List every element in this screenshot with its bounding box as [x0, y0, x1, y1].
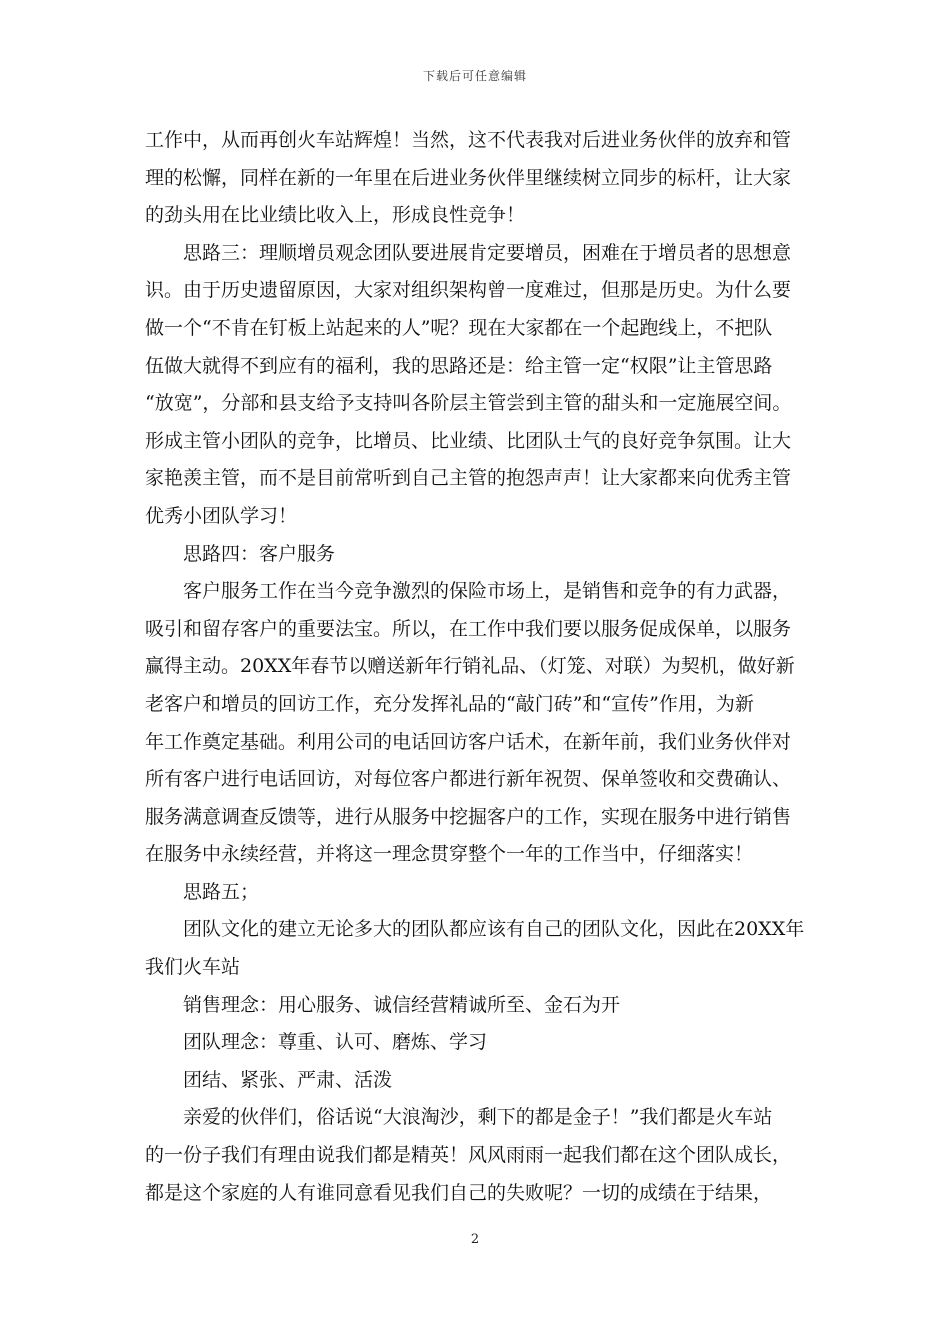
text-line: 优秀小团队学习！: [145, 504, 298, 527]
text-line: 理的松懈，同样在新的一年里在后进业务伙伴里继续树立同步的标杆，让大家: [145, 166, 792, 189]
text-line: 在服务中永续经营，并将这一理念贯穿整个一年的工作当中，仔细落实！: [145, 843, 754, 866]
text-line: 团队理念：尊重、认可、磨炼、学习: [183, 1031, 488, 1054]
section-heading: 思路五；: [183, 880, 260, 903]
text-line: 销售理念：用心服务、诚信经营精诚所至、金石为开: [183, 993, 621, 1016]
document-body: [145, 122, 820, 1212]
text-line: 伍做大就得不到应有的福利，我的思路还是：给主管一定“权限”让主管思路: [145, 354, 773, 377]
text-line: 吸引和留存客户的重要法宝。所以，在工作中我们要以服务促成保单，以服务: [145, 617, 792, 640]
page-header: 下载后可任意编辑: [422, 69, 527, 83]
text-line: 客户服务工作在当今竞争激烈的保险市场上，是销售和竞争的有力武器，: [183, 580, 792, 603]
paragraph-heading-line: 思路三：理顺增员观念团队要进展肯定要增员，困难在于增员者的思想意: [183, 241, 792, 264]
text-line: 都是这个家庭的人有谁同意看见我们自己的失败呢？一切的成绩在于结果，: [145, 1181, 773, 1204]
text-line: 我们火车站: [145, 956, 241, 979]
section-heading: 思路四：客户服务: [183, 542, 336, 565]
text-line: 识。由于历史遗留原因，大家对组织架构曾一度难过，但那是历史。为什么要: [145, 279, 792, 302]
text-line: 的一份子我们有理由说我们都是精英！风风雨雨一起我们都在这个团队成长，: [145, 1144, 792, 1167]
text-line: 家艳羡主管，而不是目前常听到自己主管的抱怨声声！让大家都来向优秀主管: [145, 467, 792, 490]
text-line: 赢得主动。20XX年春节以赠送新年行销礼品、（灯笼、对联）为契机，做好新: [145, 655, 795, 678]
text-line: 亲爱的伙伴们，俗话说“大浪淘沙，剩下的都是金子！”我们都是火车站: [183, 1106, 773, 1129]
text-line: 做一个“不肯在钉板上站起来的人”呢？现在大家都在一个起跑线上，不把队: [145, 316, 773, 339]
page-number: 2: [470, 1232, 480, 1247]
text-line: 形成主管小团队的竞争，比增员、比业绩、比团队士气的良好竞争氛围。让大: [145, 429, 792, 452]
text-line: 的劲头用在比业绩比收入上，形成良性竞争！: [145, 204, 526, 227]
text-line: 团结、紧张、严肃、活泼: [183, 1068, 393, 1091]
text-line: 老客户和增员的回访工作，充分发挥礼品的“敲门砖”和“宣传”作用，为新: [145, 692, 754, 715]
text-line: 工作中，从而再创火车站辉煌！当然，这不代表我对后进业务伙伴的放弃和管: [145, 129, 792, 151]
text-line: 服务满意调查反馈等，进行从服务中挖掘客户的工作，实现在服务中进行销售: [145, 805, 792, 828]
text-line: “放宽”，分部和县支给予支持叫各阶层主管尝到主管的甜头和一定施展空间。: [145, 392, 792, 415]
text-line: 年工作奠定基础。利用公司的电话回访客户话术，在新年前，我们业务伙伴对: [145, 730, 792, 753]
text-line: 团队文化的建立无论多大的团队都应该有自己的团队文化，因此在20XX年: [183, 918, 805, 941]
text-line: 所有客户进行电话回访，对每位客户都进行新年祝贺、保单签收和交费确认、: [145, 768, 792, 791]
